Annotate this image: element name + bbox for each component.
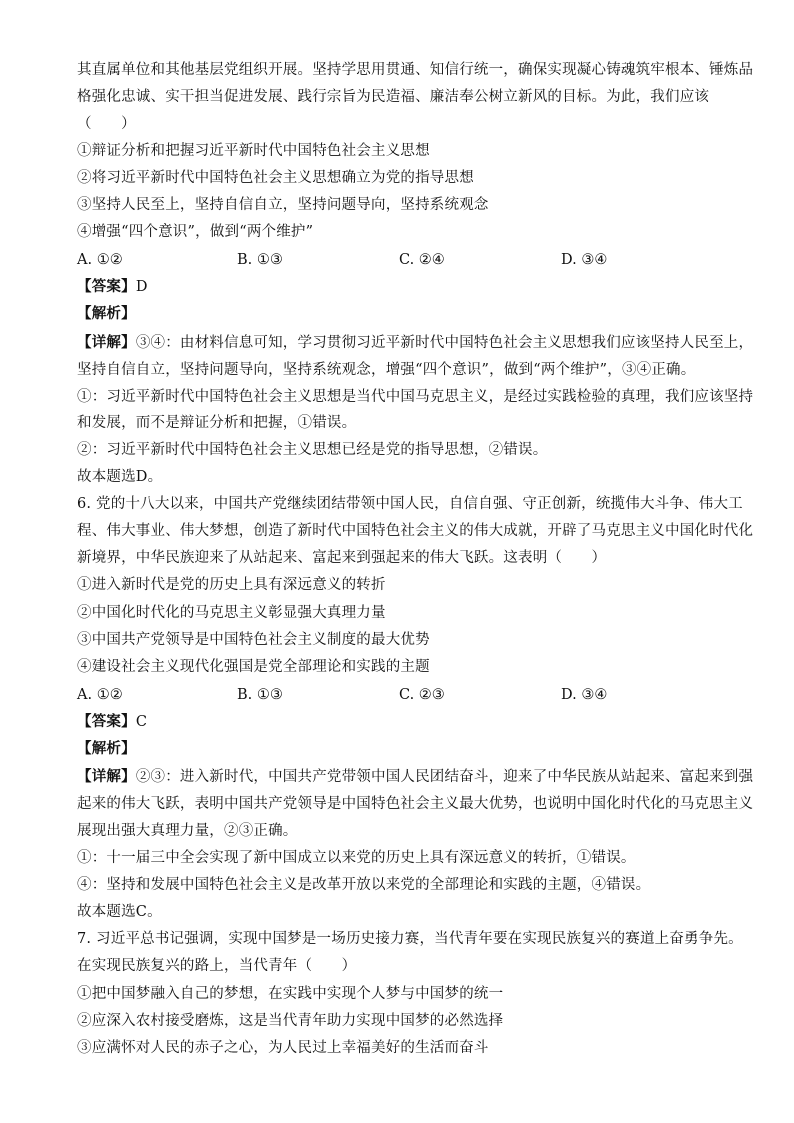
q6-answer-tag: 【答案】 (77, 713, 136, 730)
q6-item-1: ①进入新时代是党的历史上具有深远意义的转折 (77, 577, 386, 593)
q5-detail-line-1: 【详解】③④：由材料信息可知，学习贯彻习近平新时代中国特色社会主义思想我们应该坚持人民至上， (77, 334, 754, 351)
q5-stem-line-1: 其直属单位和其他基层党组织开展。坚持学思用贯通、知信行统一，确保实现凝心铸魂筑牢根本、锤炼品 (77, 62, 754, 78)
q5-analysis-tag: 【解析】 (77, 305, 136, 322)
q5-item-4: ④增强“四个意识”，做到“两个维护” (77, 224, 314, 240)
q6-item-4: ④建设社会主义现代化强国是党全部理论和实践的主题 (77, 659, 430, 675)
q6-stem-line-1: 6. 党的十八大以来，中国共产党继续团结带领中国人民，自信自强、守正创新，统揽伟大斗争、伟大工 (77, 496, 743, 512)
q5-option-a: A. ①② (77, 252, 123, 268)
q5-detail-line-4: 和发展，而不是辩证分析和把握，①错误。 (77, 415, 357, 431)
q5-item-1: ①辩证分析和把握习近平新时代中国特色社会主义思想 (77, 143, 430, 159)
q5-answer-tag: 【答案】 (77, 278, 136, 295)
q5-item-2: ②将习近平新时代中国特色社会主义思想确立为党的指导思想 (77, 170, 474, 186)
q6-item-2: ②中国化时代化的马克思主义彰显强大真理力量 (77, 605, 386, 621)
q6-analysis-tag: 【解析】 (77, 740, 136, 757)
q5-detail-tag: 【详解】 (77, 334, 136, 351)
q6-option-d: D. ③④ (561, 687, 608, 703)
q7-item-1: ①把中国梦融入自己的梦想，在实践中实现个人梦与中国梦的统一 (77, 986, 504, 1002)
q6-stem-line-2: 程、伟大事业、伟大梦想，创造了新时代中国特色社会主义的伟大成就，开辟了马克思主义中国化时代化 (77, 523, 754, 539)
q5-detail-line-5: ②：习近平新时代中国特色社会主义思想已经是党的指导思想，②错误。 (77, 442, 548, 458)
q6-option-b: B. ①③ (237, 687, 283, 703)
q6-answer-value: C (135, 714, 148, 730)
q6-option-c: C. ②③ (399, 687, 445, 703)
q6-detail-line-4: ①：十一届三中全会实现了新中国成立以来党的历史上具有深远意义的转折，①错误。 (77, 850, 636, 866)
q6-option-a: A. ①② (77, 687, 123, 703)
q5-detail-line-2: 坚持自信自立，坚持问题导向，坚持系统观念，增强“四个意识”，做到“两个维护”，③④正确。 (77, 362, 696, 378)
q5-stem-line-2: 格强化忠诚、实干担当促进发展、践行宗旨为民造福、廉洁奉公树立新风的目标。为此，我们应该 (77, 89, 710, 105)
q7-stem-line-2: 在实现民族复兴的路上，当代青年（ ） (77, 958, 357, 974)
q6-detail-line-1: 【详解】②③：进入新时代，中国共产党带领中国人民团结奋斗，迎来了中华民族从站起来、富起来到强 (77, 768, 754, 785)
q6-item-3: ③中国共产党领导是中国特色社会主义制度的最大优势 (77, 632, 430, 648)
q7-item-3: ③应满怀对人民的赤子之心，为人民过上幸福美好的生活而奋斗 (77, 1040, 489, 1056)
q5-option-b: B. ①③ (237, 252, 283, 268)
q5-option-c: C. ②④ (399, 252, 445, 268)
q5-answer (77, 277, 148, 297)
q6-detail-line-2: 起来的伟大飞跃，表明中国共产党领导是中国特色社会主义最大优势，也说明中国化时代化的马克思主义 (77, 796, 754, 812)
q5-answer-value: D (135, 279, 148, 295)
q6-detail-line-3: 展现出强大真理力量，②③正确。 (77, 823, 298, 839)
q6-detail-tag: 【详解】 (77, 768, 136, 785)
q6-detail-line-5: ④：坚持和发展中国特色社会主义是改革开放以来党的全部理论和实践的主题，④错误。 (77, 877, 651, 893)
q6-stem-line-3: 新境界，中华民族迎来了从站起来、富起来到强起来的伟大飞跃。这表明（ ） (77, 550, 607, 566)
q6-answer (77, 712, 147, 732)
q5-item-3: ③坚持人民至上，坚持自信自立，坚持问题导向，坚持系统观念 (77, 197, 489, 213)
q5-option-d: D. ③④ (561, 252, 608, 268)
q7-stem-line-1: 7. 习近平总书记强调，实现中国梦是一场历史接力赛，当代青年要在实现民族复兴的赛道上奋勇争先。 (77, 931, 743, 947)
q5-conclusion: 故本题选D。 (77, 469, 163, 485)
q5-stem-line-3: （ ） (77, 116, 136, 132)
q5-detail-line-3: ①：习近平新时代中国特色社会主义思想是当代中国马克思主义，是经过实践检验的真理，我们应该坚持 (77, 389, 754, 405)
q6-conclusion: 故本题选C。 (77, 904, 162, 920)
q7-item-2: ②应深入农村接受磨炼，这是当代青年助力实现中国梦的必然选择 (77, 1013, 504, 1029)
